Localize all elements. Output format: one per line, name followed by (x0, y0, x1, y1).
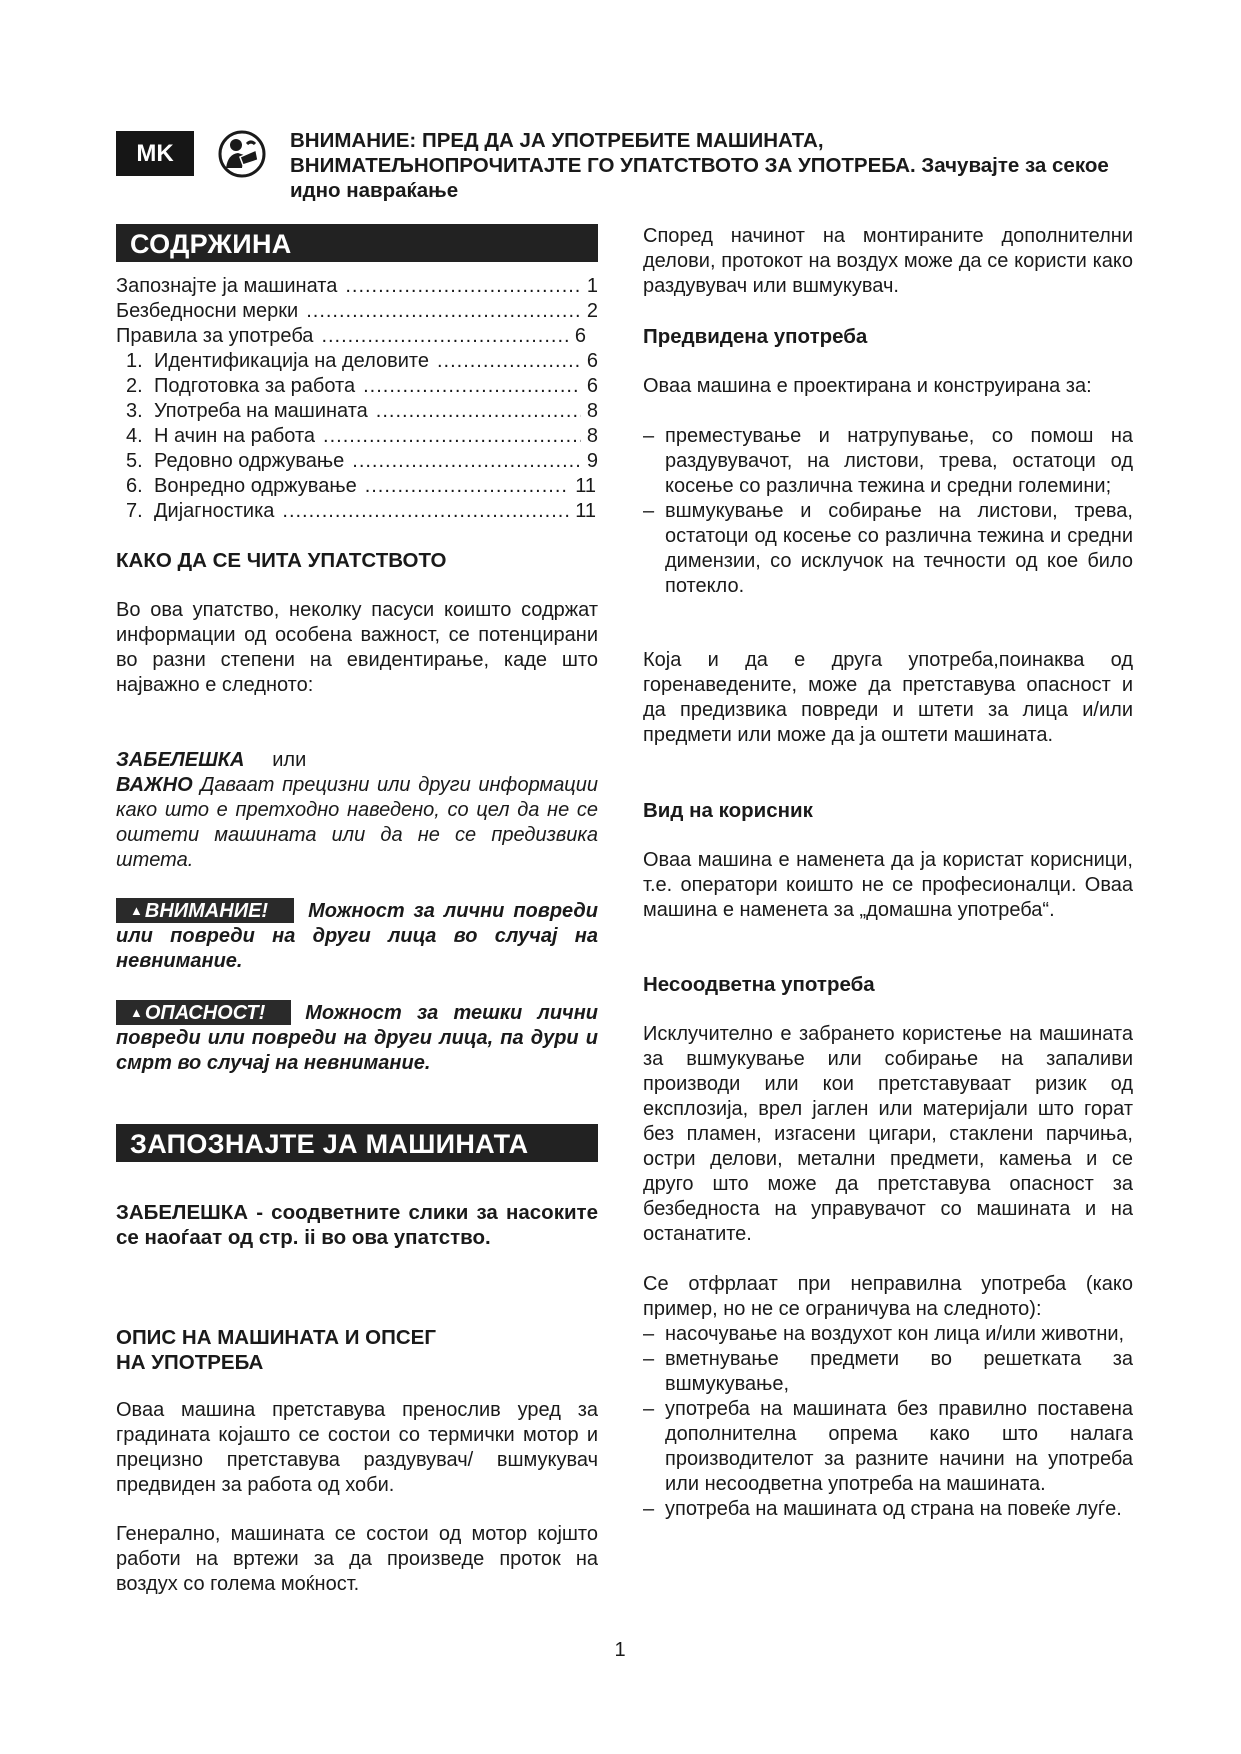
page-number: 1 (614, 1639, 626, 1661)
toc-page: 6 (586, 350, 598, 372)
toc-row[interactable] (116, 499, 596, 524)
toc-label: Запознајте ја машината (116, 275, 338, 297)
toc-label: Н ачин на работа (154, 425, 316, 447)
toc-label: Употреба на машината (154, 400, 368, 422)
description-paragraph-1: Оваа машина претставува пренослив уред за градината којашто се состои со термички мотор и прецизно претставува раздувувач/ вшмукувач предвиден за работа од хоби. (116, 1399, 598, 1496)
toc-row[interactable] (116, 374, 598, 399)
toc-num: 5. (126, 450, 143, 472)
note-label: ЗАБЕЛЕШКА (116, 749, 245, 771)
toc-num: 6. (126, 475, 143, 497)
toc-label: Правила за употреба (116, 325, 314, 347)
warning-triangle-icon: ▲ (130, 1005, 143, 1020)
know-machine-note: ЗАБЕЛЕШКА - соодветните слики за насоките се наоѓаат од стр. ii во ова упатство. (116, 1201, 598, 1249)
danger-block (116, 1000, 598, 1076)
danger-text: Можност за тешки лични повреди или повреди на други лица, па дури и смрт во случај на невнимание. (116, 1002, 598, 1074)
toc-label: Редовно одржување (154, 450, 345, 472)
toc-row[interactable] (116, 299, 598, 324)
language-badge: MK (116, 131, 194, 176)
improper-use-paragraph: Исклучително е забрането користење на машината за вшмукување или собирање на запаливи производи или кои претставуваат ризик од експлозија, врел јаглен или материјали што горат без пламен, изгасени цигари, стаклени парчиња, остри делови, метални предмети, камења и се друго што може да претставува опасност за безбедноста на управувачот со машината и на останатите. (643, 1023, 1133, 1245)
list-item: – насочување на воздухот кон лица и/или животни, (643, 1323, 1125, 1345)
list-item: – употреба на машината без правилно поставена дополнителна опрема како што налага производителот за разните начини на употреба или несоодветна употреба на машината. (643, 1398, 1133, 1495)
toc-row[interactable] (116, 324, 586, 349)
list-item-text: насочување на воздухот кон лица и/или животни, (665, 1323, 1125, 1345)
toc-num: 7. (126, 500, 143, 522)
intended-use-list (643, 424, 1133, 599)
warning-triangle-icon: ▲ (130, 903, 143, 918)
description-heading-line-2: НА УПОТРЕБА (116, 1351, 264, 1374)
caution-text: Можност за лични повреди или повреди на други лица во случај на невнимание. (116, 900, 598, 972)
caution-tag-label: ВНИМАНИЕ! (144, 900, 269, 922)
toc-title: СОДРЖИНА (116, 224, 598, 262)
know-machine-title: ЗАПОЗНАЈТЕ ЈА МАШИНАТА (116, 1124, 598, 1162)
list-item: – вшмукување и собирање на листови, трева, остатоци од косење со различна тежина и средни димензии, со исклучок на течности од кое било потекло. (643, 500, 1133, 597)
toc-label: Подготовка за работа (154, 375, 356, 397)
toc-label: Идентификација на деловите (154, 350, 429, 372)
list-item-text: вметнување предмети во решетката за вшмукување, (665, 1348, 1133, 1395)
intended-use-intro: Оваа машина е проектирана и конструирана за: (643, 375, 1092, 397)
toc-row[interactable] (116, 349, 598, 374)
description-heading-line-1: ОПИС НА МАШИНАТА И ОПСЕГ (116, 1326, 436, 1349)
list-item: – употреба на машината од страна на повеќе луѓе. (643, 1498, 1122, 1520)
toc-page: 6 (574, 325, 586, 347)
list-item: – преместување и натрупување, со помош на раздувувачот, на листови, трева, остатоци од косење со различна тежина и средни големини; (643, 425, 1133, 497)
list-item: – вметнување предмети во решетката за вшмукување, (643, 1348, 1133, 1395)
mounting-paragraph: Според начинот на монтираните дополнителни делови, протокот на воздух може да се користи како раздувувач или вшмукувач. (643, 225, 1133, 297)
toc-label: Дијагностика (154, 500, 275, 522)
other-use-paragraph: Која и да е друга употреба,поинаква од горенаведените, може да претставува опасност и да предизвика повреди и штети за лица и/или предмети или може да ја оштети машината. (643, 649, 1133, 746)
toc-row[interactable] (116, 449, 598, 474)
important-text: Даваат прецизни или други информации како што е претходно наведено, со цел да не се оштети машината или да не се предизвика штета. (116, 774, 598, 871)
toc-page: 11 (575, 475, 596, 497)
toc-page: 8 (586, 400, 598, 422)
toc-label: Вонредно одржување (154, 475, 357, 497)
header-warning: ВНИМАНИЕ: ПРЕД ДА ЈА УПОТРЕБИТЕ МАШИНАТА, ВНИМАТЕЉНОПРОЧИТАЈТЕ ГО УПАТСТВОТО ЗА УПОТРЕБА. Зачувајте за секое идно навраќање (290, 129, 1109, 202)
toc-num: 4. (126, 425, 143, 447)
how-to-read-intro: Во ова упатство, неколку пасуси коишто содржат информации од особена важност, се потенцирани во разни степени на евидентирање, каде што најважно е следното: (116, 599, 598, 696)
description-heading (116, 1325, 598, 1375)
toc-page: 11 (575, 500, 596, 522)
caution-tag (116, 898, 294, 923)
toc-page: 9 (586, 450, 598, 472)
toc-page: 1 (586, 275, 598, 297)
toc-page: 6 (586, 375, 598, 397)
list-item-text: употреба на машината од страна на повеќе луѓе. (665, 1498, 1122, 1520)
toc-num: 2. (126, 375, 143, 397)
toc-num: 3. (126, 400, 143, 422)
note-important-block (116, 748, 598, 873)
danger-tag-label: ОПАСНОСТ! (144, 1002, 266, 1024)
important-label: ВАЖНО (116, 774, 193, 796)
intended-use-heading: Предвидена употреба (643, 325, 868, 348)
toc-page: 2 (586, 300, 598, 322)
improper-use-intro: Се отфрлаат при неправилна употреба (како пример, но не се ограничува на следното): (643, 1273, 1133, 1320)
user-type-paragraph: Оваа машина е наменета да ја користат корисници, т.е. оператори коишто не се професионалци. Оваа машина е наменета за „домашна употреба“. (643, 849, 1133, 921)
toc-row[interactable] (116, 424, 598, 449)
list-item-text: вшмукување и собирање на листови, трева, остатоци од косење со различна тежина и средни димензии, со исклучок на течности од кое било потекло. (665, 500, 1133, 597)
toc-label: Безбедносни мерки (116, 300, 299, 322)
reader-icon (218, 130, 266, 178)
toc-row[interactable] (116, 399, 598, 424)
or-word: или (272, 749, 307, 771)
table-of-contents (116, 274, 598, 524)
user-type-heading: Вид на корисник (643, 799, 813, 822)
toc-row[interactable] (116, 274, 598, 299)
description-paragraph-2: Генерално, машината се состои од мотор којшто работи на вртежи за да произведе проток на воздух со голема моќност. (116, 1523, 598, 1595)
list-item-text: употреба на машината без правилно поставена дополнителна опрема како што налага производителот за разните начини на употреба или несоодветна употреба на машината. (665, 1398, 1133, 1495)
caution-block (116, 898, 598, 974)
list-item-text: преместување и натрупување, со помош на раздувувачот, на листови, трева, остатоци од косење со различна тежина и средни големини; (665, 425, 1133, 497)
improper-use-list (643, 1322, 1133, 1522)
how-to-read-heading: КАКО ДА СЕ ЧИТА УПАТСТВОТО (116, 549, 447, 572)
danger-tag (116, 1000, 291, 1025)
toc-page: 8 (586, 425, 598, 447)
improper-use-heading: Несоодветна употреба (643, 973, 875, 996)
toc-num: 1. (126, 350, 143, 372)
toc-row[interactable] (116, 474, 596, 499)
